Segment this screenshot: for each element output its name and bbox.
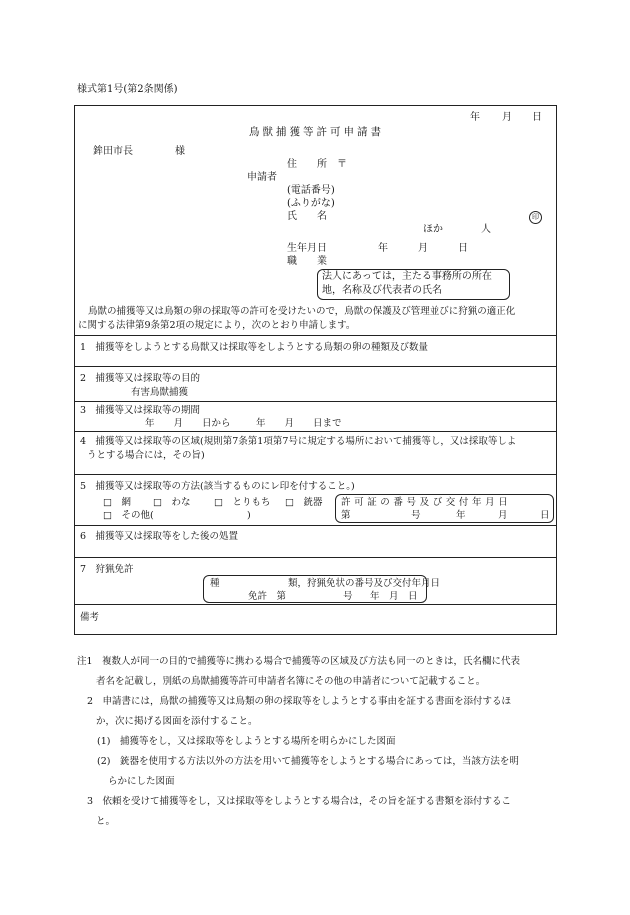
item3-from: 年 月 日から <box>145 418 231 429</box>
addressee-honorific: 様 <box>175 146 185 157</box>
note1-line2: 者名を記載し，別紙の鳥獣捕獲等許可申請者名簿にその他の申請者について記載すること。 <box>96 676 486 687</box>
birth-month: 月 <box>418 243 428 254</box>
license-kind-rest: 類，狩猟免状の番号及び交付年月日 <box>288 578 441 589</box>
permit-go: 号 <box>411 510 421 521</box>
license-date: 年 月 日 <box>370 591 418 602</box>
divider <box>74 525 557 526</box>
note3-line1: 3 依頼を受けて捕獲等をし，又は採取等をしようとする場合は，その旨を証する書類を添付するこ <box>87 796 512 807</box>
divider <box>74 557 557 558</box>
item2-value: 有害鳥獣捕獲 <box>131 387 189 398</box>
divider <box>74 335 557 336</box>
item2-label: 2 捕獲等又は採取等の目的 <box>80 373 201 384</box>
note2-item2-line1: (2) 銃器を使用する方法以外の方法を用いて捕獲等をしようとする場合にあっては，当該方法を明 <box>97 756 519 767</box>
method-net-checkbox[interactable]: □ 網 <box>103 497 131 508</box>
date-day: 日 <box>532 112 542 123</box>
permit-day: 日 <box>540 510 550 521</box>
permit-no: 第 <box>341 510 351 521</box>
note2-line2: か，次に掲げる図面を添付すること。 <box>96 716 258 727</box>
item6-label: 6 捕獲等又は採取等をした後の処置 <box>80 531 239 542</box>
applicant-label: 申請者 <box>247 172 277 183</box>
method-birdlime-checkbox[interactable]: □ とりもち <box>214 497 271 508</box>
divider <box>74 431 557 432</box>
divider <box>74 366 557 367</box>
name-label: 氏 名 <box>287 211 327 222</box>
birth-label: 生年月日 <box>287 243 327 254</box>
remarks-label: 備考 <box>80 612 100 623</box>
phone-label: (電話番号) <box>287 185 335 196</box>
item5-label: 5 捕獲等又は採取等の方法(該当するものにレ印を付すること。) <box>80 481 355 492</box>
others-label: ほか <box>423 224 443 235</box>
item3-label: 3 捕獲等又は採取等の期間 <box>80 405 201 416</box>
method-other-close: ) <box>247 510 251 521</box>
persons-label: 人 <box>481 224 491 235</box>
item7-label: 7 狩猟免許 <box>80 564 134 575</box>
corporate-note-line2: 地，名称及び代表者の氏名 <box>322 285 442 296</box>
furigana-label: (ふりがな) <box>287 198 335 209</box>
permit-year: 年 <box>456 510 466 521</box>
license-kind: 種 <box>210 578 220 589</box>
method-gun-checkbox[interactable]: □ 銃器 <box>285 497 323 508</box>
intro-line2: に関する法律第9条第2項の規定により，次のとおり申請します。 <box>78 320 356 331</box>
permit-title: 許可証の番号及び交付年月日 <box>341 497 512 508</box>
item1-label: 1 捕獲等をしようとする鳥獣又は採取等をしようとする鳥類の卵の種類及び数量 <box>80 342 429 353</box>
method-other-checkbox[interactable]: □ その他( <box>103 510 154 521</box>
note2-item2-line2: らかにした図面 <box>108 776 175 787</box>
license-go: 号 <box>343 591 353 602</box>
address-label: 住 所 <box>287 159 327 170</box>
form-number-label: 様式第1号(第2条関係) <box>77 84 178 95</box>
seal-mark: 印 <box>529 211 542 224</box>
license-number: 免許 第 <box>248 591 287 602</box>
note3-line2: と。 <box>96 816 116 827</box>
date-year: 年 <box>470 112 480 123</box>
postal-mark: 〒 <box>337 159 347 170</box>
method-trap-checkbox[interactable]: □ わな <box>153 497 191 508</box>
date-month: 月 <box>502 112 512 123</box>
divider <box>74 474 557 475</box>
note2-line1: 2 申請書には，鳥獣の捕獲等又は鳥類の卵の採取等をしようとする事由を証する書面を添付するほ <box>87 696 512 707</box>
permit-month: 月 <box>498 510 508 521</box>
occupation-label: 職 業 <box>287 256 327 267</box>
item3-to: 年 月 日まで <box>256 418 342 429</box>
item4-line2: うとする場合には，その旨) <box>87 450 205 461</box>
birth-year: 年 <box>378 243 388 254</box>
form-title: 鳥獣捕獲等許可申請書 <box>249 126 384 138</box>
corporate-note-line1: 法人にあっては，主たる事務所の所在 <box>322 271 492 282</box>
note2-item1: (1) 捕獲等をし，又は採取等をしようとする場所を明らかにした図面 <box>97 736 396 747</box>
note1-line1: 注1 複数人が同一の目的で捕獲等に携わる場合で捕獲等の区域及び方法も同一のときは，氏名欄に代表 <box>77 656 521 667</box>
divider <box>74 401 557 402</box>
addressee-name: 鉾田市長 <box>93 146 133 157</box>
item4-line1: 4 捕獲等又は採取等の区域(規則第7条第1項第7号に規定する場所において捕獲等し，又は採取等しよ <box>80 436 517 447</box>
intro-line1: 鳥獣の捕獲等又は鳥類の卵の採取等の許可を受けたいので，鳥獣の保護及び管理並びに狩猟の適正化 <box>88 306 516 317</box>
birth-day: 日 <box>458 243 468 254</box>
divider <box>74 604 557 605</box>
